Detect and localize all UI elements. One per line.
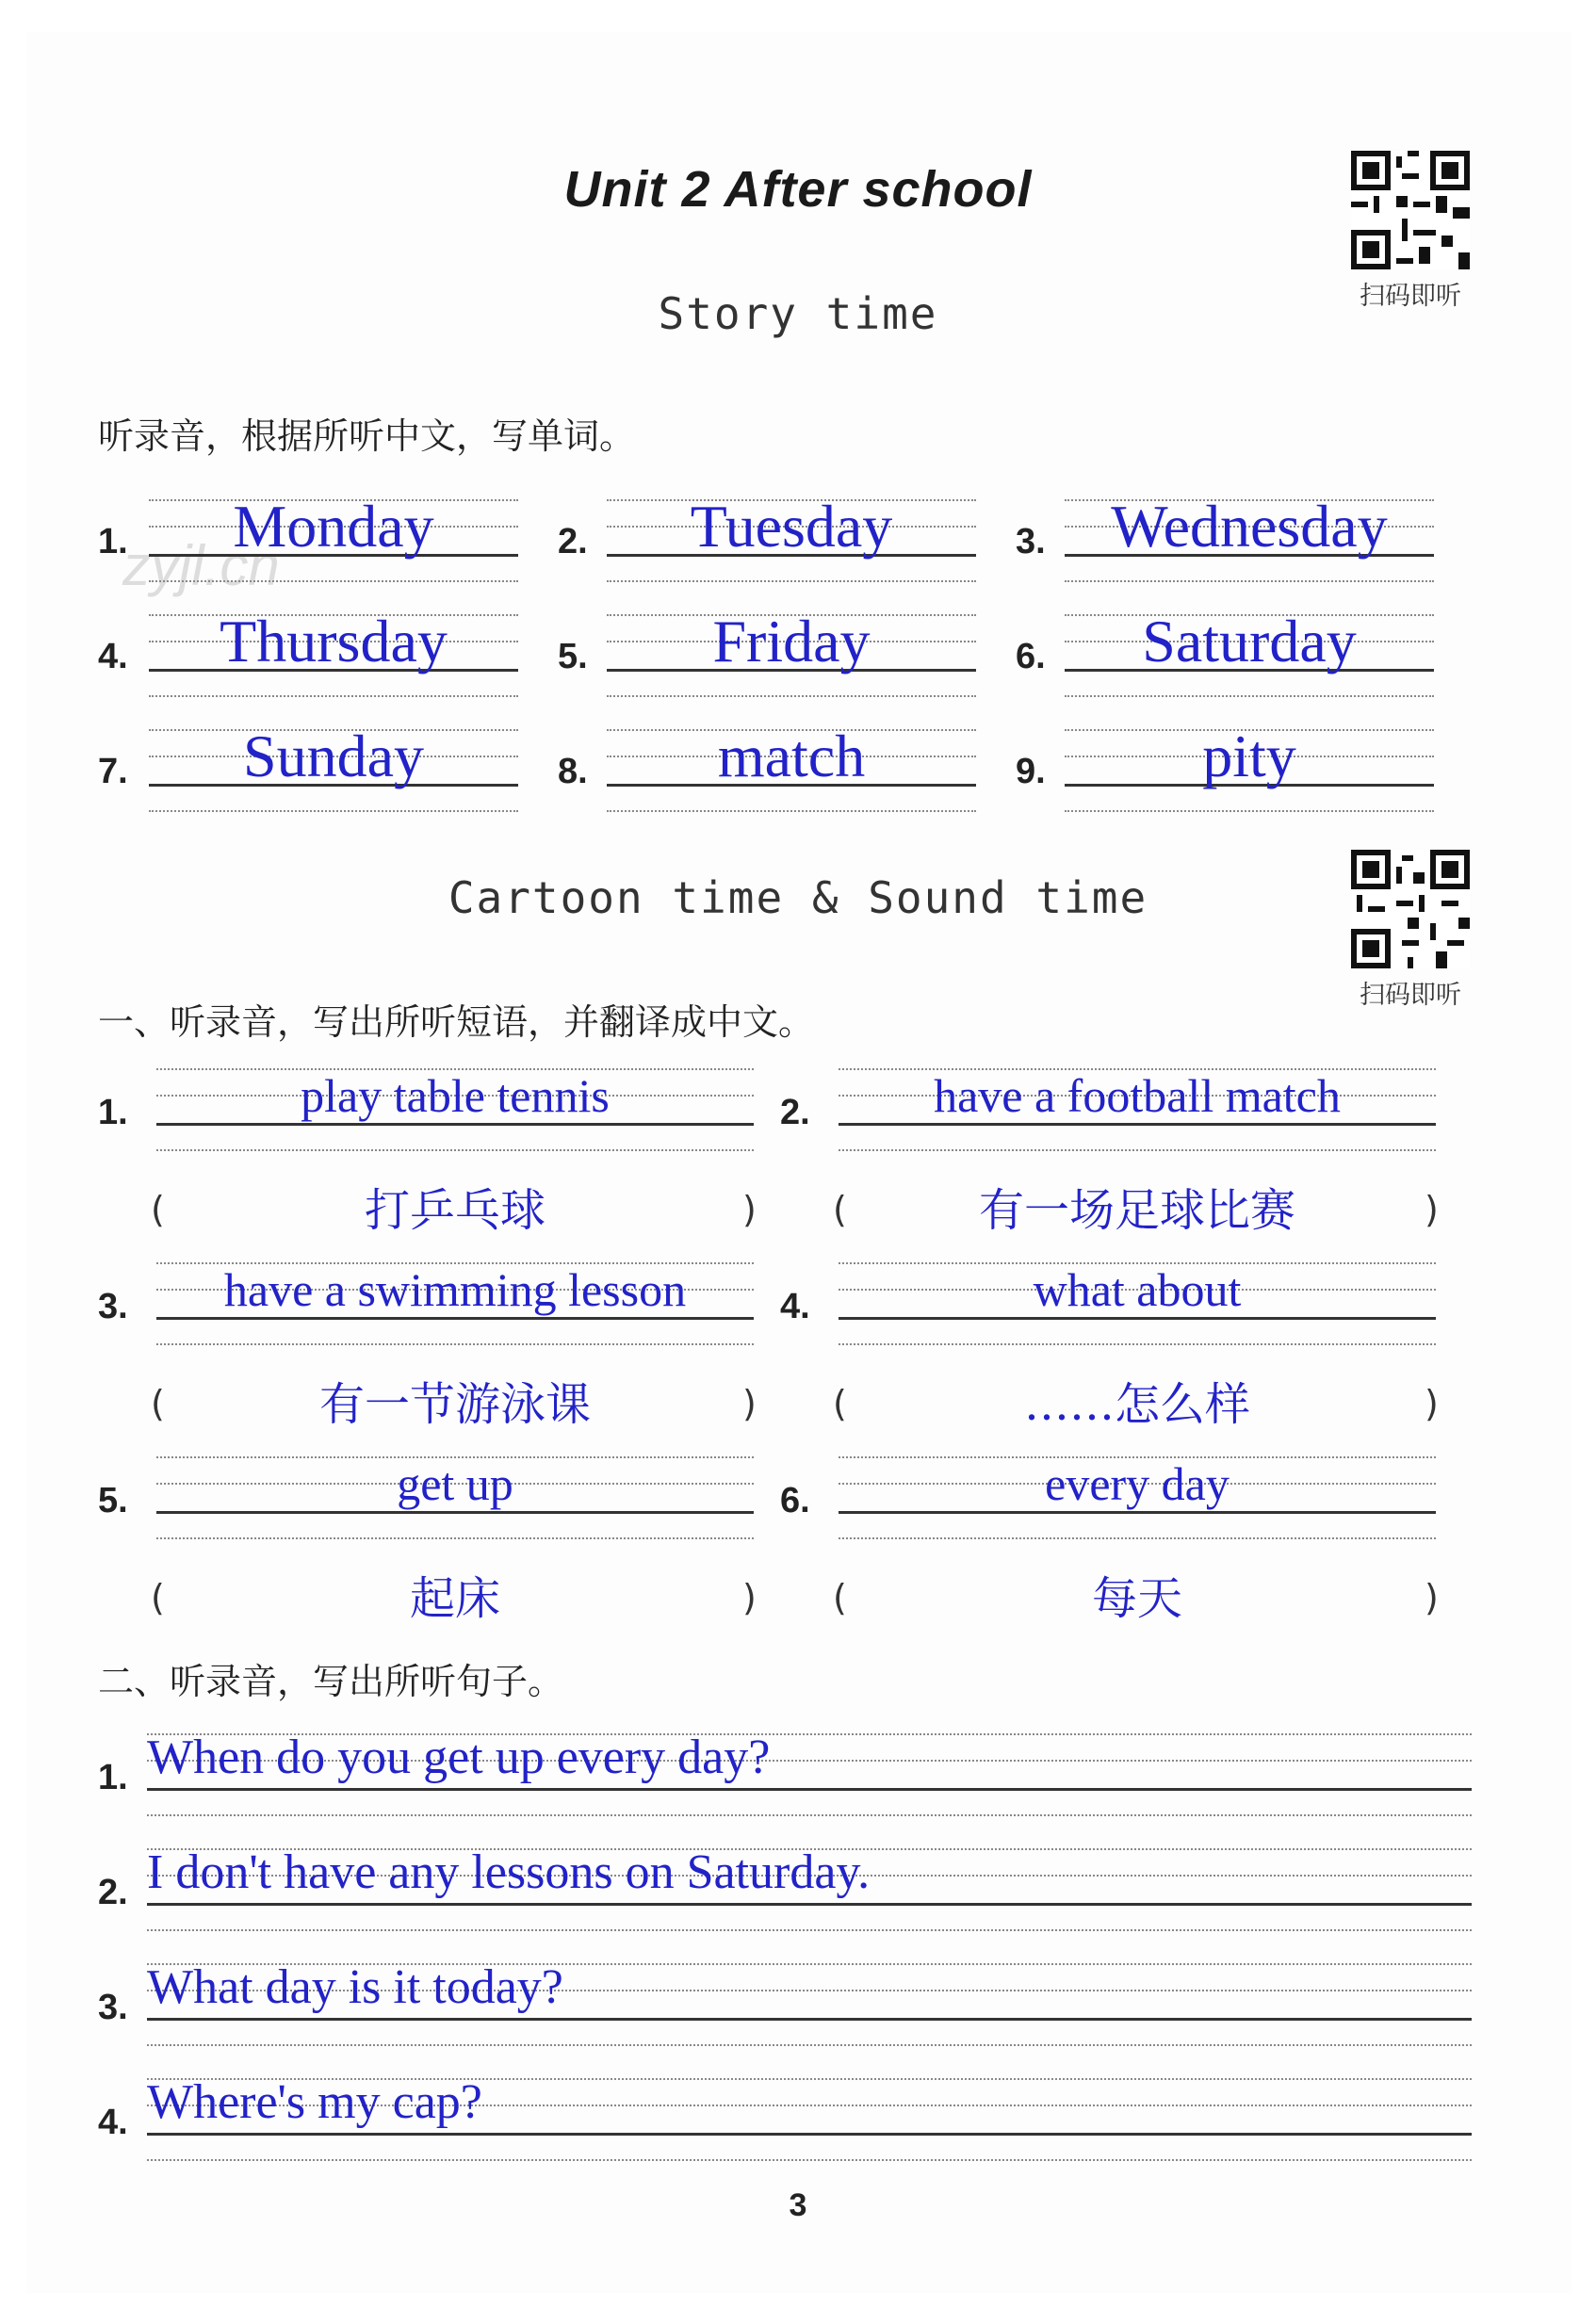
word-answer-box[interactable] <box>149 493 518 582</box>
writing-guide-line <box>607 810 976 812</box>
paren-close: ) <box>742 1383 757 1424</box>
writing-guide-line <box>839 1123 1436 1126</box>
answer-text: When do you get up every day? <box>147 1731 771 1784</box>
answer-text: match <box>717 723 866 789</box>
item-number: 7. <box>98 752 128 791</box>
answer-text: Wednesday <box>1111 493 1388 560</box>
answer-text: what about <box>1033 1263 1242 1316</box>
part1-instruction: 一、听录音，写出所听短语，并翻译成中文。 <box>98 1001 815 1043</box>
qr-caption: 扫码即听 <box>1360 282 1461 311</box>
item-number: 5. <box>558 637 588 676</box>
item-number: 8. <box>558 752 588 791</box>
worksheet-page <box>26 32 1572 2293</box>
item-number: 9. <box>1016 752 1046 791</box>
paren-open: ( <box>833 1577 847 1618</box>
writing-guide-line <box>839 1343 1436 1345</box>
paren-open: ( <box>833 1383 847 1424</box>
translation-answer[interactable]: 有一节游泳课 <box>318 1378 591 1431</box>
translation-answer[interactable]: 每天 <box>1091 1572 1182 1625</box>
paren-open: ( <box>151 1577 165 1618</box>
writing-guide-line <box>607 695 976 697</box>
answer-text: Tuesday <box>690 493 893 560</box>
item-number: 4. <box>780 1287 810 1326</box>
qr-caption: 扫码即听 <box>1360 981 1461 1010</box>
writing-guide-line <box>156 1317 754 1320</box>
word-answer-box[interactable] <box>1065 723 1434 812</box>
phrase-answer-box[interactable] <box>839 1456 1436 1539</box>
answer-text: have a football match <box>934 1069 1341 1122</box>
answer-text: play table tennis <box>301 1069 610 1122</box>
translation-answer[interactable]: ……怎么样 <box>1023 1378 1250 1431</box>
item-number: 1. <box>98 522 128 561</box>
item-number: 1. <box>98 1093 128 1132</box>
writing-guide-line <box>607 580 976 582</box>
sentence-answer-box[interactable] <box>147 1733 1472 1816</box>
answer-text: Thursday <box>220 608 448 674</box>
writing-guide-line <box>839 1317 1436 1320</box>
word-answer-box[interactable] <box>607 723 976 812</box>
writing-guide-line <box>149 695 518 697</box>
writing-guide-line <box>156 1149 754 1151</box>
item-number: 4. <box>98 637 128 676</box>
paren-open: ( <box>833 1189 847 1230</box>
watermark: zyjl.cn <box>122 534 280 597</box>
translation-answer[interactable]: 打乒乓球 <box>364 1184 546 1237</box>
sentence-answer-box[interactable] <box>147 1845 1472 1931</box>
translation-answer[interactable]: 起床 <box>409 1572 500 1625</box>
writing-guide-line <box>147 2044 1472 2046</box>
item-number: 6. <box>1016 637 1046 676</box>
writing-guide-line <box>839 1537 1436 1539</box>
phrase-answer-box[interactable] <box>839 1068 1436 1151</box>
page-number: 3 <box>789 2187 807 2223</box>
item-number: 2. <box>98 1873 128 1912</box>
writing-guide-line <box>156 1511 754 1514</box>
answer-text: I don't have any lessons on Saturday. <box>147 1845 871 1899</box>
writing-guide-line <box>147 1929 1472 1931</box>
qr-code-icon <box>1351 151 1470 269</box>
writing-guide-line <box>156 1343 754 1345</box>
writing-guide-line <box>149 810 518 812</box>
sentence-answer-box[interactable] <box>147 1960 1472 2046</box>
translation-answer[interactable]: 有一场足球比赛 <box>978 1184 1295 1237</box>
answer-text: every day <box>1045 1457 1230 1510</box>
paren-open: ( <box>151 1189 165 1230</box>
answer-text: Friday <box>712 608 871 674</box>
word-answer-box[interactable] <box>149 723 518 812</box>
section-title-cartoon: Cartoon time & Sound time <box>448 872 1148 923</box>
item-number: 2. <box>780 1093 810 1132</box>
item-number: 6. <box>780 1481 810 1520</box>
item-number: 1. <box>98 1758 128 1797</box>
word-answer-box[interactable] <box>1065 608 1434 697</box>
writing-guide-line <box>839 1149 1436 1151</box>
answer-text: Saturday <box>1142 608 1357 674</box>
writing-guide-line <box>147 2018 1472 2021</box>
paren-close: ) <box>742 1577 757 1618</box>
writing-guide-line <box>1065 810 1434 812</box>
item-number: 3. <box>98 1988 128 2027</box>
item-number: 4. <box>98 2103 128 2142</box>
phrase-answer-box[interactable] <box>156 1456 754 1539</box>
word-answer-box[interactable] <box>607 608 976 697</box>
part2-instruction: 二、听录音，写出所听句子。 <box>98 1661 564 1702</box>
item-number: 3. <box>98 1287 128 1326</box>
phrase-answer-box[interactable] <box>839 1262 1436 1345</box>
story-instruction: 听录音，根据所听中文，写单词。 <box>98 415 636 457</box>
writing-guide-line <box>147 1903 1472 1906</box>
answer-text: What day is it today? <box>147 1960 563 2014</box>
paren-close: ) <box>1425 1383 1439 1424</box>
writing-guide-line <box>1065 580 1434 582</box>
section-title-story: Story time <box>658 288 938 339</box>
sentence-answer-box[interactable] <box>147 2075 1472 2161</box>
writing-guide-line <box>147 2159 1472 2161</box>
writing-guide-line <box>149 580 518 582</box>
writing-guide-line <box>147 2133 1472 2136</box>
writing-guide-line <box>147 1814 1472 1816</box>
paren-close: ) <box>1425 1577 1439 1618</box>
writing-guide-line <box>156 1537 754 1539</box>
answer-text: Sunday <box>243 723 424 789</box>
phrase-answer-box[interactable] <box>156 1262 754 1345</box>
unit-title: Unit 2 After school <box>563 161 1033 218</box>
writing-guide-line <box>156 1123 754 1126</box>
paren-open: ( <box>151 1383 165 1424</box>
phrase-answer-box[interactable] <box>156 1068 754 1151</box>
writing-guide-line <box>1065 695 1434 697</box>
answer-text: Where's my cap? <box>147 2075 482 2129</box>
item-number: 2. <box>558 522 588 561</box>
answer-text: have a swimming lesson <box>223 1263 687 1316</box>
item-number: 5. <box>98 1481 128 1520</box>
answer-text: pity <box>1202 723 1296 789</box>
writing-guide-line <box>147 1788 1472 1791</box>
answer-text: Monday <box>233 493 434 560</box>
answer-text: get up <box>397 1457 513 1510</box>
word-answer-box[interactable] <box>149 608 518 697</box>
word-answer-box[interactable] <box>607 493 976 582</box>
writing-guide-line <box>839 1511 1436 1514</box>
paren-close: ) <box>1425 1189 1439 1230</box>
word-answer-box[interactable] <box>1065 493 1434 582</box>
paren-close: ) <box>742 1189 757 1230</box>
item-number: 3. <box>1016 522 1046 561</box>
